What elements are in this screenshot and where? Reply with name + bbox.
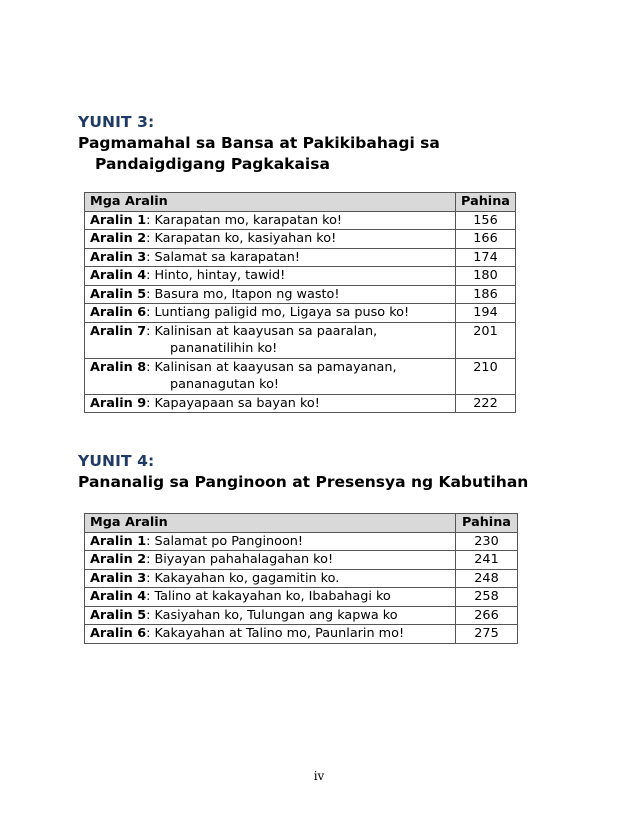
- table-row: [85, 394, 516, 413]
- lesson-page-number: 275: [456, 625, 518, 644]
- lesson-cell: [85, 358, 456, 394]
- lesson-page-number: 194: [456, 304, 516, 323]
- lesson-title: : Karapatan ko, kasiyahan ko!: [146, 231, 337, 246]
- lesson-cell: [85, 551, 456, 570]
- lesson-page-number: 201: [456, 322, 516, 358]
- table-row: [85, 322, 516, 358]
- lesson-title: : Hinto, hintay, tawid!: [146, 268, 286, 283]
- lesson-page-number: 258: [456, 588, 518, 607]
- lesson-label: Aralin 7: [90, 323, 147, 339]
- lesson-label: Aralin 1: [90, 533, 147, 549]
- table-row: [85, 285, 516, 304]
- lesson-page-number: 230: [456, 532, 518, 551]
- lesson-page-number: 156: [456, 211, 516, 230]
- unit4-title-line1: Pananalig sa Panginoon at Presensya ng Kabutihan: [78, 473, 529, 491]
- lesson-title: : Salamat po Panginoon!: [146, 533, 304, 549]
- lesson-label: Aralin 2: [90, 231, 147, 246]
- unit3-lessons-table: [84, 192, 516, 413]
- table-row: [85, 267, 516, 286]
- lesson-title: : Karapatan mo, karapatan ko!: [146, 212, 343, 228]
- lessons-column-header: Mga Aralin: [85, 514, 456, 533]
- lesson-cell: [85, 569, 456, 588]
- lessons-column-header: Mga Aralin: [85, 193, 456, 212]
- lesson-cell: [85, 606, 456, 625]
- lesson-cell: [85, 211, 456, 230]
- table-row: [85, 588, 518, 607]
- table-header-row: [85, 193, 516, 212]
- table-row: [85, 230, 516, 249]
- lesson-cell: [85, 230, 456, 249]
- lesson-page-number: 180: [456, 267, 516, 286]
- lesson-label: Aralin 5: [90, 607, 147, 623]
- unit3-title: [78, 133, 440, 175]
- lesson-title: : Kasiyahan ko, Tulungan ang kapwa ko: [146, 607, 398, 623]
- lesson-cell: [85, 304, 456, 323]
- table-row: [85, 532, 518, 551]
- lesson-cell: [85, 322, 456, 358]
- lesson-title: : Luntiang paligid mo, Ligaya sa puso ko!: [146, 305, 410, 320]
- lesson-label: Aralin 6: [90, 626, 147, 641]
- unit3-label: YUNIT 3:: [78, 113, 155, 131]
- table-row: [85, 625, 518, 644]
- page-column-header: Pahina: [456, 193, 516, 212]
- table-row: [85, 569, 518, 588]
- lesson-title: : Kapayapaan sa bayan ko!: [146, 395, 320, 411]
- page-number: iv: [313, 769, 325, 783]
- table-row: [85, 211, 516, 230]
- lesson-page-number: 186: [456, 285, 516, 304]
- lesson-cell: [85, 248, 456, 267]
- lesson-title: : Talino at kakayahan ko, Ibabahagi ko: [146, 589, 391, 604]
- lesson-label: Aralin 5: [90, 286, 147, 302]
- table-row: [85, 248, 516, 267]
- lesson-title: : Kakayahan ko, gagamitin ko.: [146, 570, 340, 586]
- lesson-cell: [85, 588, 456, 607]
- lesson-label: Aralin 1: [90, 212, 147, 228]
- lesson-page-number: 166: [456, 230, 516, 249]
- lesson-cell: [85, 285, 456, 304]
- unit3-title-line1: Pagmamahal sa Bansa at Pakikibahagi sa: [78, 134, 440, 152]
- unit4-title: [78, 472, 528, 493]
- lesson-label: Aralin 8: [90, 359, 147, 375]
- lesson-title: : Biyayan pahahalagahan ko!: [146, 552, 334, 567]
- lesson-title: : Kalinisan at kaayusan sa paaralan,: [146, 323, 378, 339]
- lesson-page-number: 241: [456, 551, 518, 570]
- table-row: [85, 606, 518, 625]
- lesson-label: Aralin 6: [90, 305, 147, 320]
- lesson-label: Aralin 4: [90, 268, 147, 283]
- unit4-label: YUNIT 4:: [78, 452, 155, 470]
- lesson-title-continuation: pananagutan ko!: [170, 377, 280, 392]
- lesson-page-number: 210: [456, 358, 516, 394]
- lesson-cell: [85, 394, 456, 413]
- lesson-cell: [85, 625, 456, 644]
- lesson-label: Aralin 4: [90, 589, 147, 604]
- lesson-label: Aralin 2: [90, 552, 147, 567]
- page-column-header: Pahina: [456, 514, 518, 533]
- lesson-title: : Kakayahan at Talino mo, Paunlarin mo!: [146, 626, 405, 641]
- lesson-cell: [85, 532, 456, 551]
- lesson-label: Aralin 9: [90, 395, 147, 411]
- lesson-page-number: 266: [456, 606, 518, 625]
- unit4-lessons-table: [84, 513, 518, 644]
- lesson-title: : Basura mo, Itapon ng wasto!: [146, 286, 340, 302]
- lesson-label: Aralin 3: [90, 570, 147, 586]
- table-header-row: [85, 514, 518, 533]
- lesson-label: Aralin 3: [90, 249, 147, 265]
- lesson-title: : Kalinisan at kaayusan sa pamayanan,: [146, 359, 397, 375]
- table-row: [85, 358, 516, 394]
- table-row: [85, 304, 516, 323]
- lesson-cell: [85, 267, 456, 286]
- lesson-title-continuation: pananatilihin ko!: [170, 341, 278, 356]
- lesson-title: : Salamat sa karapatan!: [146, 249, 300, 265]
- table-row: [85, 551, 518, 570]
- unit3-title-line2: Pandaigdigang Pagkakaisa: [95, 155, 330, 173]
- lesson-page-number: 174: [456, 248, 516, 267]
- lesson-page-number: 222: [456, 394, 516, 413]
- lesson-page-number: 248: [456, 569, 518, 588]
